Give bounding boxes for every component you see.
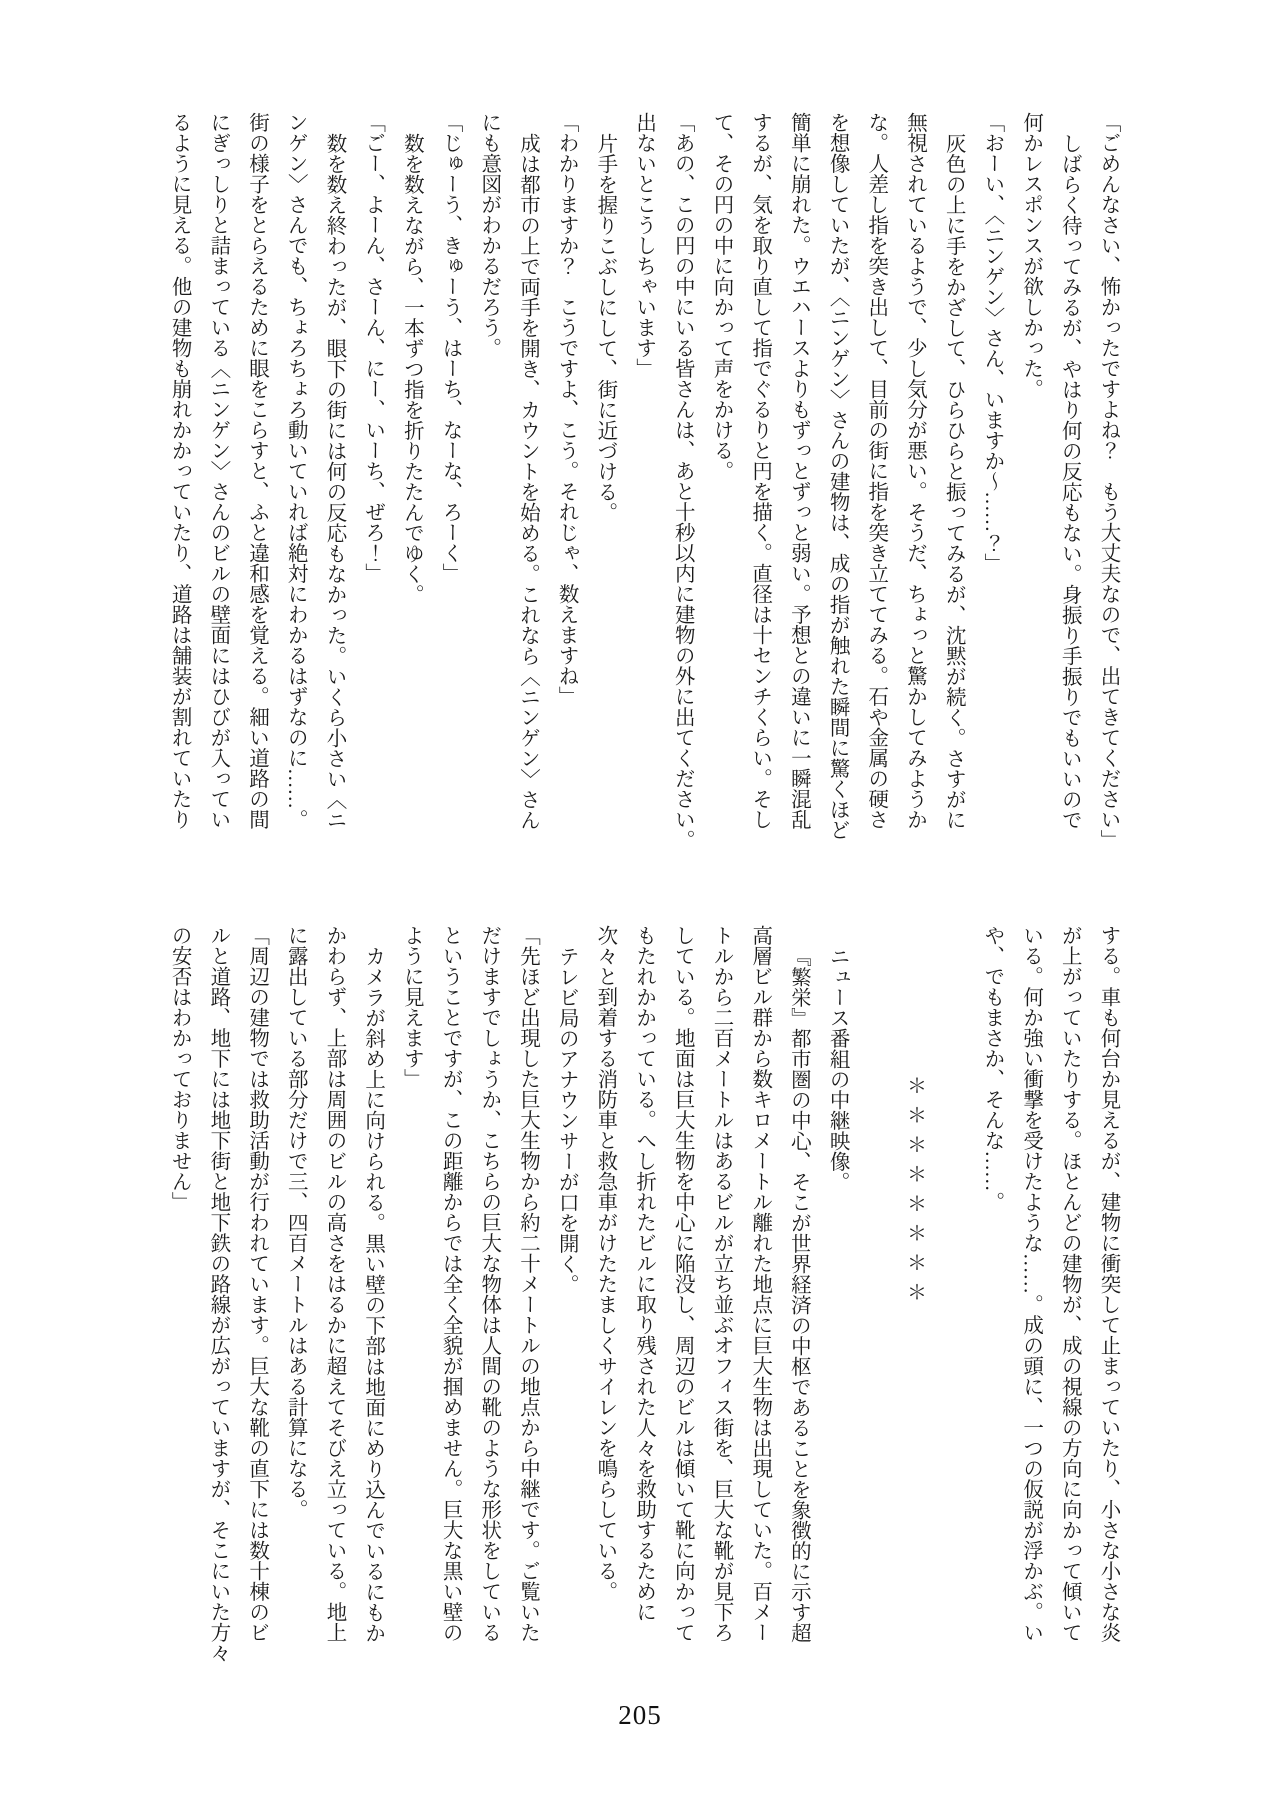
- text-block-top: [159, 112, 1127, 860]
- text-line: 「周辺の建物では救助活動が行われています。巨大な靴の直下には数十棟のビ: [245, 925, 268, 1643]
- text-line: ということですが、この距離からでは全く全貌が掴めません。巨大な黒い壁の: [439, 925, 462, 1643]
- text-line: や、でもまさか、そんな……。: [980, 925, 1003, 1212]
- text-line: しばらく待ってみるが、やはり何の反応もない。身振り手振りでもいいので: [1058, 132, 1081, 830]
- text-line: 街の様子をとらえるために眼をこらすと、ふと違和感を覚える。細い道路の間: [245, 112, 268, 830]
- text-line: カメラが斜め上に向けられる。黒い壁の下部は地面にめり込んでいるにもか: [361, 945, 384, 1643]
- text-line: かわらず、上部は周囲のビルの高さをはるかに超えてそびえ立っている。地上: [322, 925, 345, 1643]
- text-line: を想像していたが、〈ニンゲン〉さんの建物は、成の指が触れた瞬間に驚くほど: [826, 112, 849, 840]
- text-line: 高層ビル群から数キロメートル離れた地点に巨大生物は出現していた。百メー: [748, 925, 771, 1643]
- text-line: 簡単に崩れた。ウエハースよりもずっとずっと弱い。予想との違いに一瞬混乱: [787, 112, 810, 830]
- text-line: 数を数え終わったが、眼下の街には何の反応もなかった。いくら小さい〈ニ: [322, 132, 345, 830]
- text-line: 「じゅーう、きゅーう、はーち、なーな、ろーく」: [439, 112, 462, 584]
- text-line: トルから二百メートルはあるビルが立ち並ぶオフィス街を、巨大な靴が見下ろ: [710, 925, 732, 1643]
- text-block-bottom: [159, 925, 1127, 1690]
- text-line: 「おーい、〈ニンゲン〉さん、いますか～……？」: [980, 112, 1003, 574]
- text-line: に露出している部分だけで三、四百メートルはある計算になる。: [284, 925, 307, 1520]
- text-line: にぎっしりと詰まっている〈ニンゲン〉さんのビルの壁面にはひびが入ってい: [206, 112, 229, 830]
- text-line: な。人差し指を突き出して、目前の街に指を突き立ててみる。石や金属の硬さ: [864, 112, 887, 830]
- text-line: 片手を握りこぶしにして、街に近づける。: [593, 132, 616, 522]
- text-line: 『繁栄』都市圏の中心、そこが世界経済の中枢であることを象徴的に示す超: [787, 945, 810, 1643]
- text-line: 「先ほど出現した巨大生物から約二十メートルの地点から中継です。ご覧いた: [516, 925, 539, 1643]
- text-line: テレビ局のアナウンサーが口を開く。: [555, 945, 578, 1294]
- text-line: にも意図がわかるだろう。: [477, 112, 500, 358]
- text-line: ニュース番組の中継映像。: [826, 945, 849, 1192]
- text-line: 次々と到着する消防車と救急車がけたたましくサイレンを鳴らしている。: [593, 925, 616, 1602]
- text-line: だけますでしょうか、こちらの巨大な物体は人間の靴のような形状をしている: [477, 925, 500, 1643]
- text-line: もたれかかっている。へし折れたビルに取り残された人々を救助するために: [632, 925, 655, 1622]
- text-line: いる。何か強い衝撃を受けたような……。成の頭に、一つの仮説が浮かぶ。い: [1019, 925, 1042, 1643]
- text-line: 数を数えながら、一本ずつ指を折りたたんでゆく。: [400, 132, 423, 604]
- text-line: て、その円の中に向かって声をかける。: [709, 112, 732, 481]
- text-line: 何かレスポンスが欲しかった。: [1019, 112, 1042, 399]
- text-line: が上がっていたりする。ほとんどの建物が、成の視線の方向に向かって傾いて: [1058, 925, 1081, 1643]
- text-line: 灰色の上に手をかざして、ひらひらと振ってみるが、沈黙が続く。さすがに: [942, 132, 965, 830]
- text-line: 「ごー、よーん、さーん、にー、いーち、ぜろ！」: [361, 112, 384, 584]
- text-line: 無視されているようで、少し気分が悪い。そうだ、ちょっと驚かしてみようか: [903, 112, 926, 830]
- text-line: 成は都市の上で両手を開き、カウントを始める。これなら〈ニンゲン〉さん: [516, 132, 539, 830]
- text-line: ンゲン〉さんでも、ちょろちょろ動いていれば絶対にわかるはずなのに……。: [284, 112, 307, 830]
- text-line: 出ないとこうしちゃいます」: [632, 112, 655, 379]
- text-line: 「あの、この円の中にいる皆さんは、あと十秒以内に建物の外に出てください。: [671, 112, 694, 850]
- text-line: ように見えます」: [400, 925, 423, 1089]
- text-line: ルと道路、地下には地下街と地下鉄の路線が広がっていますが、そこにいた方々: [206, 925, 229, 1663]
- text-line: 「わかりますか？ こうですよ、こう。それじゃ、数えますね」: [555, 112, 578, 707]
- text-line: する。車も何台か見えるが、建物に衝突して止まっていたり、小さな小さな炎: [1097, 925, 1119, 1643]
- scene-break-separator: ＊＊＊＊＊＊＊＊: [903, 1075, 926, 1311]
- text-line: している。地面は巨大生物を中心に陥没し、周辺のビルは傾いて靴に向かって: [671, 925, 694, 1643]
- page-number: 205: [618, 1700, 662, 1730]
- text-line: の安否はわかっておりません」: [168, 925, 191, 1212]
- text-line: するが、気を取り直して指でぐるりと円を描く。直径は十センチくらい。そし: [748, 112, 771, 830]
- text-line: るように見える。他の建物も崩れかかっていたり、道路は舗装が割れていたり: [168, 112, 191, 830]
- text-line: 「ごめんなさい、怖かったですよね？ もう大丈夫なので、出てきてください」: [1097, 112, 1119, 850]
